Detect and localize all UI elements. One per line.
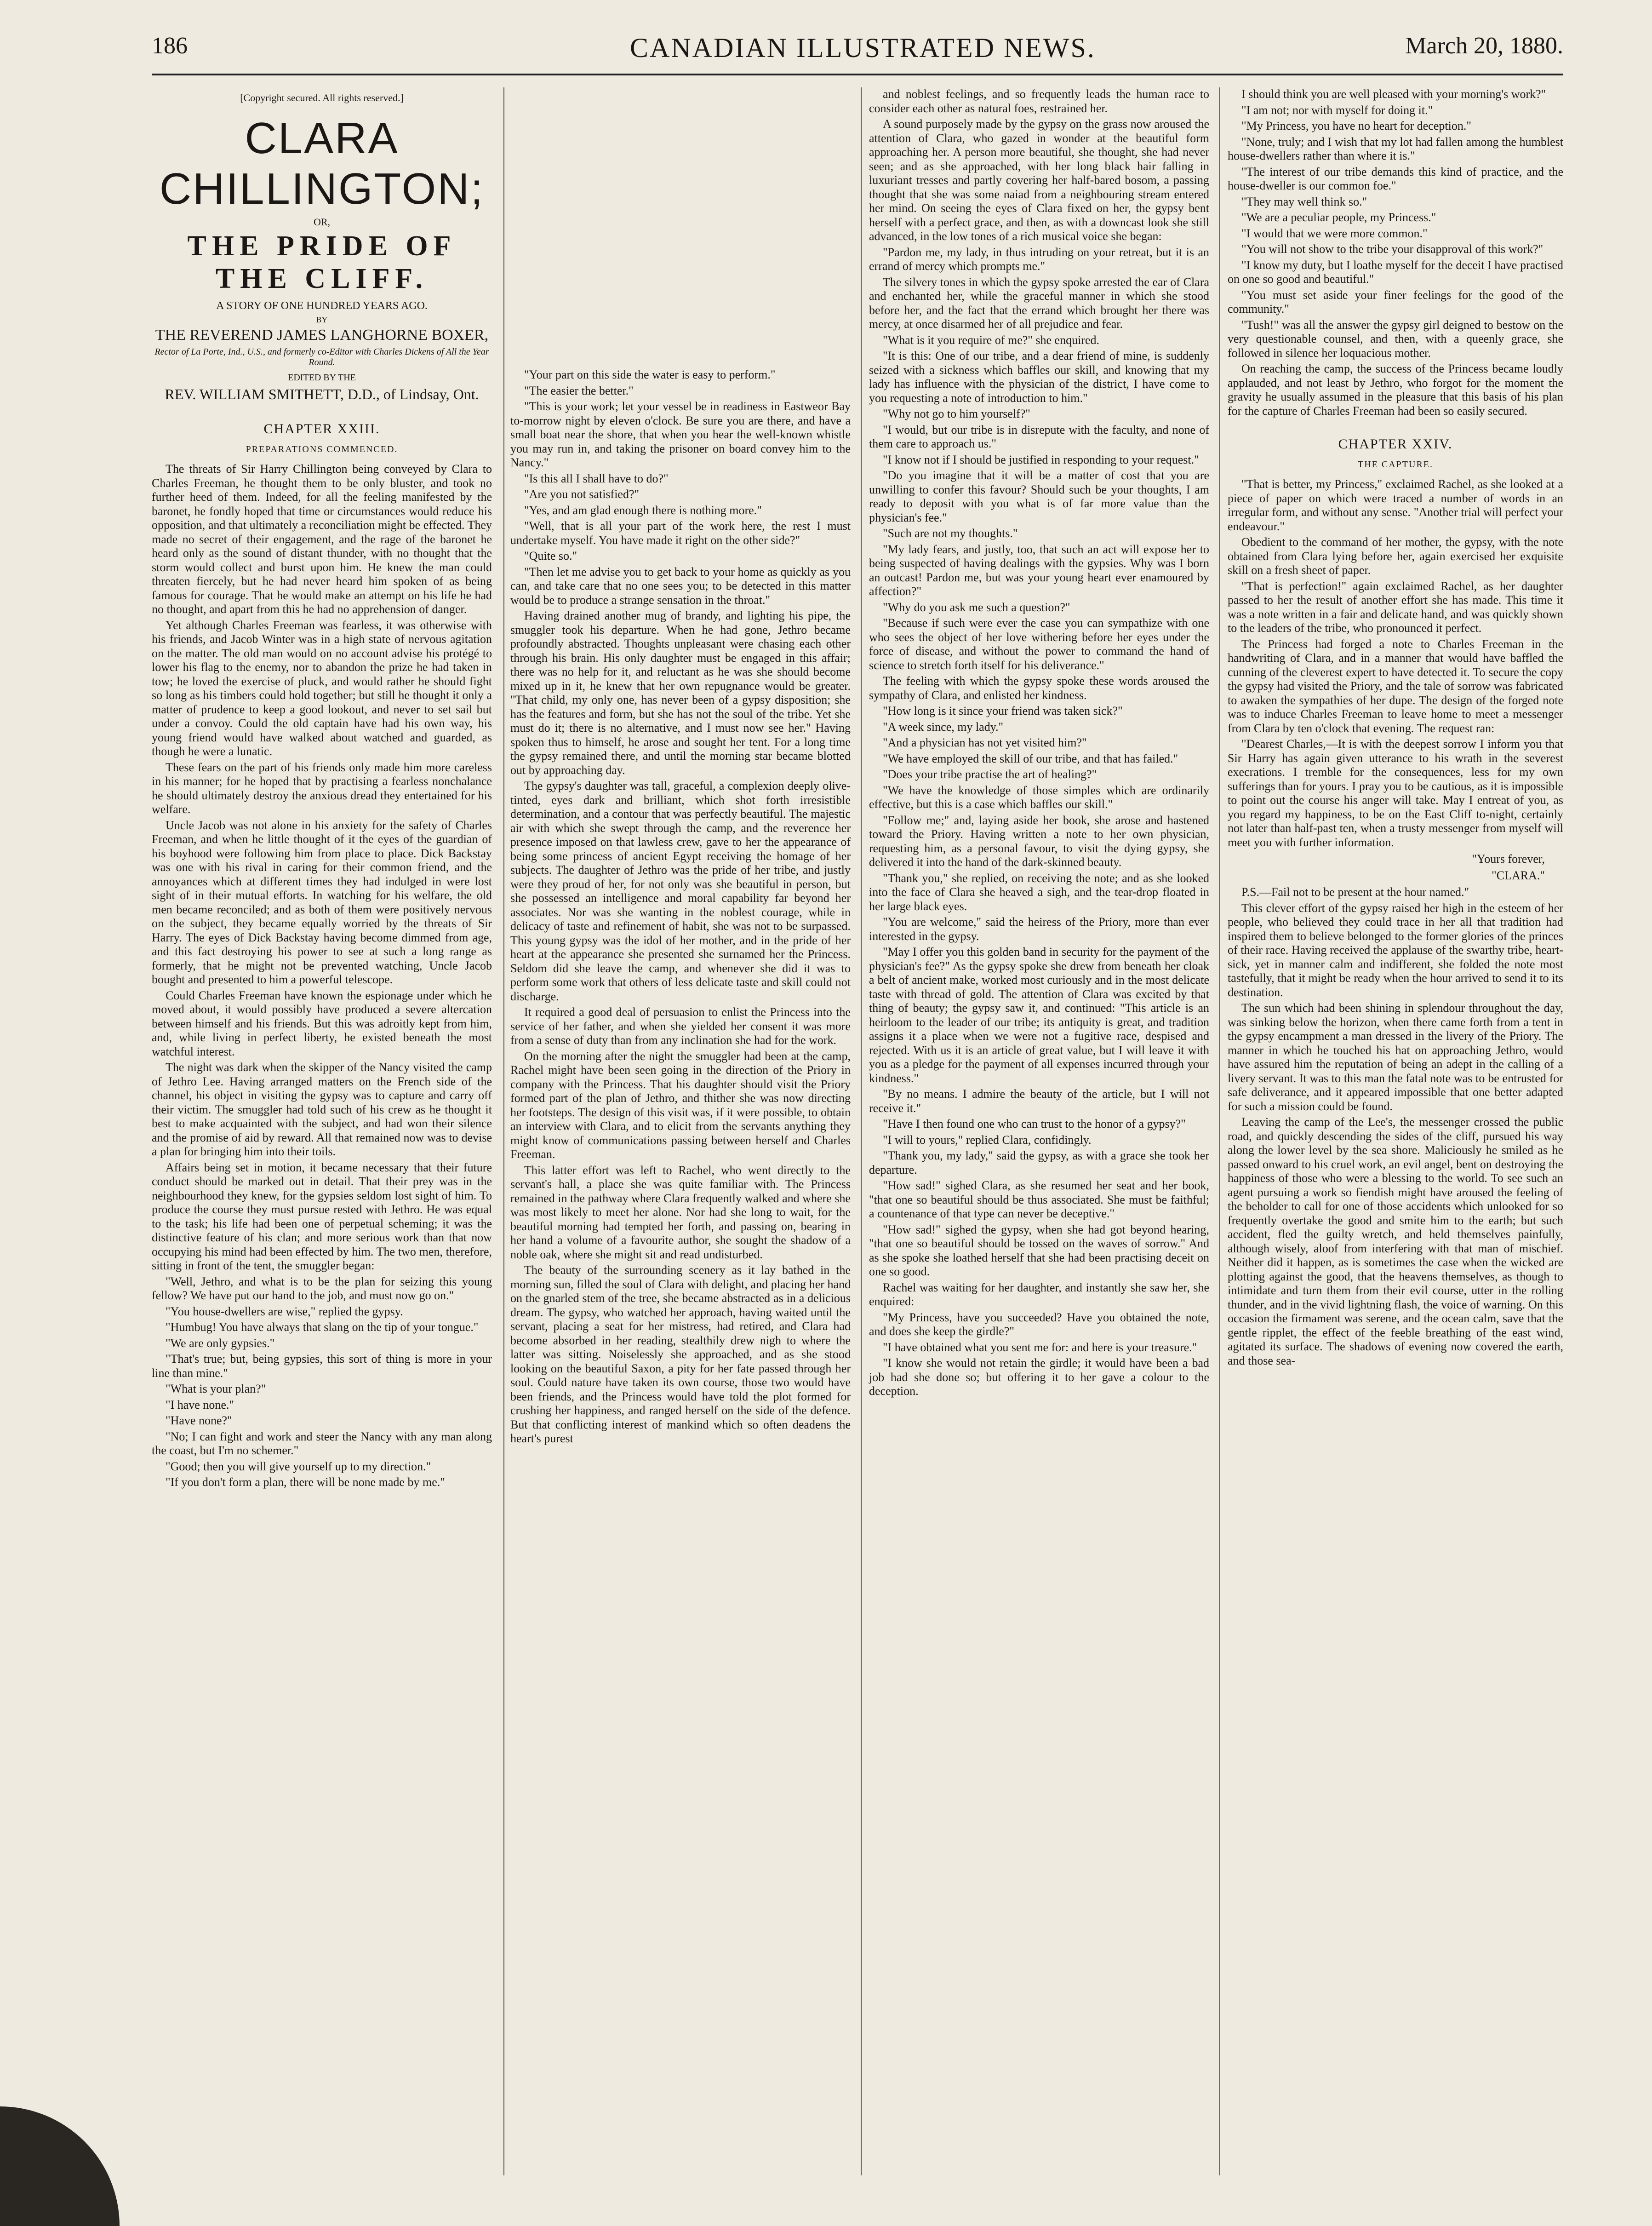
paragraph: "This is your work; let your vessel be in readiness in Eastweor Bay to-morrow night by eleven o'clock. Be sure you are there, and have a small boat near the shore, that when you hear the well-known whistle you may run in, and taking the prisoner on board convey him to the Nancy." bbox=[510, 400, 851, 469]
paragraph: "You will not show to the tribe your disapproval of this work?" bbox=[1241, 242, 1543, 256]
column-1 bbox=[152, 87, 492, 1492]
paragraph: "I have obtained what you sent me for: and here is your treasure." bbox=[883, 1340, 1197, 1354]
paragraph: Uncle Jacob was not alone in his anxiety for the safety of Charles Freeman, and when he little thought of it the eyes of the guardian of his boyhood were following him from place to place. Dick Backstay was one with his rival in caring for their common friend, and the annoyances which at different times they had indulged in were lost sight of in their mutual efforts. In watching for his welfare, the old men became reconciled; and as both of them were positively nervous on the subject, they became equally worried by the threats of Sir Harry. The eyes of Dick Backstay having become dimmed from age, and this fact destroying his power to see at such a long range as formerly, that he might not be prevented watching, Uncle Jacob bought and presented to him a powerful telescope. bbox=[152, 818, 492, 986]
paragraph: "Pardon me, my lady, in thus intruding on your retreat, but it is an errand of mercy which prompts me." bbox=[869, 245, 1209, 273]
paragraph: "How sad!" sighed Clara, as she resumed her seat and her book, "that one so beautiful should be thus associated. She must be faithful; a countenance of that type can never be deceptive." bbox=[869, 1179, 1209, 1220]
paragraph: "Dearest Charles,—It is with the deepest sorrow I inform you that Sir Harry has again given utterance to his wrath in the severest execrations. I tremble for the consequences, less for my own sufferings than for yours. I pray you to be cautious, as it is impossible to point out the course his anger will take. May I entreat of you, as you regard my happiness, to be on the East Cliff to-night, certainly not later than half-past ten, when a trusty messenger from myself will meet you with further information. bbox=[1228, 737, 1563, 849]
paragraph: and noblest feelings, and so frequently leads the human race to consider each other as natural foes, restrained her. bbox=[869, 87, 1209, 115]
paragraph: "We have employed the skill of our tribe, and that has failed." bbox=[883, 752, 1178, 765]
paragraph: "The easier the better." bbox=[524, 384, 634, 397]
paragraph: "My Princess, you have no heart for deception." bbox=[1241, 119, 1471, 132]
paragraph: "Have none?" bbox=[166, 1414, 232, 1427]
paragraph: "It is this: One of our tribe, and a dear friend of mine, is suddenly seized with a sickness which baffles our skill, and knowing that my lady has influence with the physician of the district, I have come to you requesting a note of introduction to him." bbox=[869, 349, 1209, 405]
paragraph: "Why not go to him yourself?" bbox=[883, 407, 1030, 420]
paragraph: "Quite so." bbox=[524, 549, 577, 562]
column-3-body bbox=[869, 87, 1209, 1399]
paragraph: "I know she would not retain the girdle; it would have been a bad job had she done so; but offering it to her gave a colour to the deception. bbox=[869, 1356, 1209, 1398]
paragraph: "Tush!" was all the answer the gypsy girl deigned to bestow on the very questionable counsel, and then, with a queenly grace, she followed in silence her loquacious mother. bbox=[1228, 318, 1563, 360]
story-title: CLARA CHILLINGTON; bbox=[159, 114, 485, 213]
paragraph: "And a physician has not yet visited him?" bbox=[883, 736, 1087, 749]
paragraph: "They may well think so." bbox=[1241, 195, 1367, 208]
masthead-rule bbox=[152, 74, 1563, 75]
paragraph: On the morning after the night the smuggler had been at the camp, Rachel might have been seen going in the direction of the Priory in company with the Princess. That his daughter should visit the Priory formed part of the plan of Jethro, and thither she was now directing her footsteps. The design of this visit was, if it were possible, to obtain an interview with Clara, and to elicit from the servants anything they might know of communications passing between herself and Charles Freeman. bbox=[510, 1049, 851, 1161]
column-4-body-a bbox=[1228, 87, 1563, 418]
chapter-24-number: CHAPTER XXIV. bbox=[1338, 436, 1453, 452]
column-divider bbox=[1219, 87, 1220, 2175]
paragraph: "No; I can fight and work and steer the Nancy with any man along the coast, but I'm no schemer." bbox=[152, 1429, 492, 1457]
paragraph: "Such are not my thoughts." bbox=[883, 527, 1018, 540]
paragraph: These fears on the part of his friends only made him more careless in his manner; for he hoped that by practising a fearless nonchalance he should ultimately destroy the anxious dread they entertained for his welfare. bbox=[152, 760, 492, 816]
paper-name: CANADIAN ILLUSTRATED NEWS. bbox=[630, 33, 1096, 63]
paragraph: "Follow me;" and, laying aside her book, she arose and hastened toward the Priory. Having written a note to her own physician, requesting him, as a personal favour, to visit the dying gypsy, she delivered it into the hand of the dark-skinned beauty. bbox=[869, 813, 1209, 869]
paragraph: "Are you not satisfied?" bbox=[524, 488, 640, 501]
paragraph: "If you don't form a plan, there will be none made by me." bbox=[166, 1475, 445, 1489]
paragraph: "My Princess, have you succeeded? Have you obtained the note, and does she keep the girdle?" bbox=[869, 1310, 1209, 1338]
paragraph: "May I offer you this golden band in security for the payment of the physician's fee?" As the gypsy spoke she drew from beneath her cloak a belt of ancient make, worked most curiously and in the most delicate taste with thread of gold. The attention of Clara was excited by that thing of beauty; the gypsy saw it, and continued: "This article is an heirloom to the leader of our tribe; its antiquity is great, and tradition assigns it a place when we were not a fugitive race, despised and rejected. With us it is an article of great value, but I will leave it with you as a pledge for the payment of all expenses incurred through your kindness." bbox=[869, 945, 1209, 1085]
paragraph: The threats of Sir Harry Chillington being conveyed by Clara to Charles Freeman, he thought them to be only bluster, and took no further heed of them. Indeed, for all the feeling manifested by the baronet, he fondly hoped that time or circumstances would reduce his opposition, and that ultimately a reconciliation might be effected. They made no secret of their engagement, and the rage of the baronet he heard only as the sound of distant thunder, with no thought that the storm would collect and burst upon him. He knew the man could threaten fiercely, but he had never heard him spoken of as being famous for courage. That he would make an attempt on his life he had no thought, and apart from this he had no apprehension of danger. bbox=[152, 462, 492, 616]
paragraph: "You must set aside your finer feelings for the good of the community." bbox=[1228, 288, 1563, 316]
paragraph: The night was dark when the skipper of the Nancy visited the camp of Jethro Lee. Having arranged matters on the French side of the channel, his object in visiting the gypsy was to capture and carry off their victim. The smuggler had told such of his crew as he thought it best to make acquainted with the subject, and had won their silence and the promise of aid by reward. All that remained now was to devise a plan for bringing him into their toils. bbox=[152, 1061, 492, 1158]
paragraph: The gypsy's daughter was tall, graceful, a complexion deeply olive-tinted, eyes dark and brilliant, which shot forth irresistible determination, and a contour that was perfectly beautiful. The majestic air with which she swept through the camp, and the reverence her presence imposed on that lawless crew, gave to her the appearance of being some princess of ancient Egypt receiving the homage of her subjects. The daughter of Jethro was the pride of her tribe, and justly were they proud of her, for not only was she beautiful in person, but she possessed an intelligence and moral capability far beyond her associates. Nor was she wanting in the noblest courage, while in delicacy of taste and refinement of habit, she was not to be surpassed. This young gypsy was the idol of her mother, and in the pride of her heart at the appearance she presented she surnamed her the Princess. Seldom did she leave the camp, and whenever she did it was to perform some work that others of less delicate taste and skill could not discharge. bbox=[510, 779, 851, 1003]
author-name: THE REVEREND JAMES LANGHORNE BOXER, bbox=[155, 327, 489, 344]
story-line: A STORY OF ONE HUNDRED YEARS AGO. bbox=[216, 300, 428, 312]
paragraph: "Why do you ask me such a question?" bbox=[883, 600, 1070, 614]
letter-signoff: "Yours forever, bbox=[1472, 852, 1545, 866]
paragraph: "I know not if I should be justified in responding to your request." bbox=[883, 453, 1199, 466]
paragraph: Affairs being set in motion, it became necessary that their future conduct should be marked out in detail. That their prey was in the neighbourhood they knew, for the gypsies seldom lost sight of him. To produce the course they must pursue rested with Jethro. He was equal to the task; his life had been one of perpetual scheming; it was the distinctive feature of his clan; and more serious work than that now occupying his mind had been effected by him. The two men, therefore, sitting in front of the tent, the smuggler began: bbox=[152, 1160, 492, 1272]
paragraph: "What is your plan?" bbox=[166, 1382, 266, 1395]
letter-signature: "CLARA." bbox=[1492, 869, 1545, 882]
paragraph: "A week since, my lady." bbox=[883, 720, 1004, 734]
paragraph: "You are welcome," said the heiress of the Priory, more than ever interested in the gypsy. bbox=[869, 915, 1209, 943]
page-corner-stain bbox=[0, 2106, 120, 2226]
edited-by-line: EDITED BY THE bbox=[288, 373, 356, 383]
paragraph: The silvery tones in which the gypsy spoke arrested the ear of Clara and enchanted her, while the graceful manner in which she stood before her, and the fact that the errand which brought her there was mercy, at once disarmed her of all prejudice and fear. bbox=[869, 275, 1209, 331]
paragraph: "I know my duty, but I loathe myself for the deceit I have practised on one so good and beautiful." bbox=[1228, 258, 1563, 286]
paragraph: The feeling with which the gypsy spoke these words aroused the sympathy of Clara, and enlisted her kindness. bbox=[869, 674, 1209, 702]
paragraph: This latter effort was left to Rachel, who went directly to the servant's hall, a place she was quite familiar with. The Princess remained in the pathway where Clara frequently walked and where she was most likely to meet her alone. Nor had she long to wait, for the beautiful morning had tempted her forth, and passing on, bearing in her hand a volume of a favourite author, she sought the shadow of a noble oak, where she might sit and read undisturbed. bbox=[510, 1163, 851, 1261]
paragraph: "Then let me advise you to get back to your home as quickly as you can, and take care that no one sees you; to be detected in this matter would be to produce a strange sensation in the throat." bbox=[510, 565, 851, 607]
paragraph: On reaching the camp, the success of the Princess became loudly applauded, and not least by Jethro, who forgot for the moment the gravity he usually assumed in the pleasure that this basis of his plan for the capture of Charles Freeman had been so easily secured. bbox=[1228, 362, 1563, 418]
paragraph: P.S.—Fail not to be present at the hour named." bbox=[1241, 885, 1469, 899]
paragraph: Leaving the camp of the Lee's, the messenger crossed the public road, and quickly descending the sides of the cliff, pursued his way along the lower level by the sea shore. Maliciously he smiled as he passed onward to his cruel work, an evil angel, bent on destroying the happiness of those who were a blessing to the world. To see such an agent pursuing a work so fiendish might have aroused the feeling of the beholder to call for one of those accidents which unlooked for so frequently overtake the good and smite him to the earth; but such accident, fled the guilty wretch, and held themselves painfully, although wisely, aloof from interfering with that man of mischief. Neither did it happen, as is sometimes the case when the wicked are plotting against the good, that the heavens themselves, as though to intimidate and turn them from their evil course, utter in the rolling thunder, and in the vivid lightning flash, the voice of warning. On this occasion the firmament was serene, and the ocean calm, save that the gentle ripplet, the effect of the feeble breathing of the east wind, agitated its surface. The shadows of evening now covered the earth, and those sea- bbox=[1228, 1115, 1563, 1367]
paragraph: Could Charles Freeman have known the espionage under which he moved about, it would possibly have produced a severe altercation between himself and his friends. But this was adroitly kept from him, and, while living in perfect liberty, he existed beneath the most watchful interest. bbox=[152, 988, 492, 1058]
paragraph: "My lady fears, and justly, too, that such an act will expose her to being suspected of having dealings with the gypsies. Why was I born an outcast! Pardon me, but was your young heart ever enamoured by affection?" bbox=[869, 542, 1209, 598]
paragraph: "Is this all I shall have to do?" bbox=[524, 471, 669, 485]
paragraph: "I am not; nor with myself for doing it." bbox=[1241, 103, 1433, 117]
author-description: Rector of La Porte, Ind., U.S., and formerly co-Editor with Charles Dickens of All the Year Round. bbox=[154, 347, 489, 367]
column-2 bbox=[510, 368, 851, 1448]
paragraph: "Have I then found one who can trust to the honor of a gypsy?" bbox=[883, 1117, 1186, 1130]
paragraph: "How long is it since your friend was taken sick?" bbox=[883, 704, 1123, 717]
paragraph: A sound purposely made by the gypsy on the grass now aroused the attention of Clara, who gazed in wonder at the beautiful form approaching her. A person more beautiful, she thought, she had never seen; and as she approached, with her long black hair falling in luxuriant tresses and partly covering her half-bared bosom, a passing thought that she was some naiad from a neighbouring stream entered her mind. On seeing the eyes of Clara fixed on her, the gypsy bent herself with a perfect grace, and then, as with a downcast look she still advanced, in the low tones of a rich musical voice she began: bbox=[869, 117, 1209, 243]
paragraph: "Does your tribe practise the art of healing?" bbox=[883, 768, 1097, 781]
by-line: BY bbox=[316, 315, 328, 324]
story-subtitle: THE PRIDE OF THE CLIFF. bbox=[187, 230, 457, 294]
paragraph: The Princess had forged a note to Charles Freeman in the handwriting of Clara, and in a manner that would have baffled the cunning of the cleverest expert to have detected it. To secure the copy the gypsy had visited the Priory, and the tale of sorrow was fabricated to awaken the sympathies of her dupe. The design of the forged note was to induce Charles Freeman to leave home to meet a messenger from Clara by ten o'clock that evening. The request ran: bbox=[1228, 637, 1563, 735]
paragraph: "I would that we were more common." bbox=[1241, 226, 1428, 240]
paragraph: "Good; then you will give yourself up to my direction." bbox=[166, 1459, 431, 1473]
paragraph: "We have the knowledge of those simples which are ordinarily effective, but this is a case which baffles our skill." bbox=[869, 783, 1209, 811]
paragraph: "Do you imagine that it will be a matter of cost that you are unwilling to confer this favour? Should such be your thoughts, I am ready to deposit with you what is of far more value than the physician's fee." bbox=[869, 469, 1209, 524]
paragraph: It required a good deal of persuasion to enlist the Princess into the service of her father, and when she yielded her consent it was more from a sense of duty than from any inclination she had for the work. bbox=[510, 1005, 851, 1047]
column-1-body bbox=[152, 462, 492, 1490]
issue-date: March 20, 1880. bbox=[1405, 33, 1563, 59]
paragraph: "By no means. I admire the beauty of the article, but I will not receive it." bbox=[869, 1087, 1209, 1115]
paragraph: "That's true; but, being gypsies, this sort of thing is more in your line than mine." bbox=[152, 1352, 492, 1380]
chapter-24-title: THE CAPTURE. bbox=[1358, 459, 1433, 470]
column-4-body-b bbox=[1228, 477, 1563, 849]
paragraph: "The interest of our tribe demands this kind of practice, and the house-dweller is our common foe." bbox=[1228, 165, 1563, 192]
chapter-23-number: CHAPTER XXIII. bbox=[263, 421, 380, 436]
paragraph: "Well, that is all your part of the work here, the rest I must undertake myself. You have made it right on the other side?" bbox=[510, 519, 851, 547]
paragraph: "Thank you, my lady," said the gypsy, as with a grace she took her departure. bbox=[869, 1149, 1209, 1176]
column-4 bbox=[1228, 87, 1563, 1370]
editor-name: REV. WILLIAM SMITHETT, D.D., of Lindsay, Ont. bbox=[165, 386, 479, 402]
paragraph: "I have none." bbox=[166, 1398, 234, 1411]
paragraph: "I will to yours," replied Clara, confidingly. bbox=[883, 1133, 1092, 1147]
paragraph: "None, truly; and I wish that my lot had fallen among the humblest house-dwellers rather than where it is." bbox=[1228, 135, 1563, 162]
paragraph: "What is it you require of me?" she enquired. bbox=[883, 333, 1100, 347]
copyright-notice: [Copyright secured. All rights reserved.] bbox=[240, 92, 404, 103]
paragraph: "Humbug! You have always that slang on the tip of your tongue." bbox=[166, 1320, 479, 1334]
paragraph: "That is perfection!" again exclaimed Rachel, as her daughter passed to her the result of another effort she has made. This time it was a note written in a fair and delicate hand, and was quickly shown to the leaders of the tribe, who pronounced it perfect. bbox=[1228, 579, 1563, 635]
paragraph: "That is better, my Princess," exclaimed Rachel, as she looked at a piece of paper on which were traced a number of words in an irregular form, and without any sense. "Another trial will perfect your endeavour." bbox=[1228, 477, 1563, 533]
column-2-body bbox=[510, 368, 851, 1446]
paragraph: Obedient to the command of her mother, the gypsy, with the note obtained from Clara lying before her, again exercised her exquisite skill on a fresh sheet of paper. bbox=[1228, 535, 1563, 577]
page-number: 186 bbox=[152, 33, 188, 59]
column-divider bbox=[503, 87, 504, 2175]
masthead bbox=[152, 32, 1563, 69]
column-4-body-c bbox=[1228, 885, 1563, 1368]
story-heading bbox=[152, 92, 492, 403]
paragraph: "Yes, and am glad enough there is nothing more." bbox=[524, 503, 762, 517]
paragraph: "How sad!" sighed the gypsy, when she had got beyond hearing, "that one so beautiful should be tossed on the waves of sorrow." And as she spoke she loathed herself that she had been practising deceit on one so good. bbox=[869, 1222, 1209, 1278]
column-3 bbox=[869, 87, 1209, 1400]
paragraph: This clever effort of the gypsy raised her high in the esteem of her people, who believed they could trace in her all that tradition had inspired them to believe belonged to the former glories of the princes of their race. Having received the applause of the swarthy tribe, heart-sick, yet in manner calm and indifferent, she folded the note most tastefully, that it might be ready when the hour arrived to send it to its destination. bbox=[1228, 901, 1563, 999]
title-or: OR, bbox=[313, 216, 331, 228]
paragraph: "You house-dwellers are wise," replied the gypsy. bbox=[166, 1304, 403, 1318]
chapter-23-title: PREPARATIONS COMMENCED. bbox=[246, 444, 398, 454]
paragraph: The beauty of the surrounding scenery as it lay bathed in the morning sun, filled the soul of Clara with delight, and placing her hand on the gnarled stem of the tree, she became abstracted as in a delicious dream. The gypsy, who watched her approach, having waited until the servant, placing a seat for her mistress, had retired, and Clara had become absorbed in her reading, stealthily drew nigh to where the latter was sitting. Noiselessly she approached, and as she stood looking on the beautiful Saxon, a pity for her fate passed through her soul. Could nature have taken its own course, those two would have been friends, and the Princess would have told the plot formed for crushing her happiness, and ranged herself on the side of the defence. But that conflicting interest of mankind which so often deadens the heart's purest bbox=[510, 1263, 851, 1445]
paragraph: I should think you are well pleased with your morning's work?" bbox=[1241, 87, 1546, 101]
paragraph: "We are only gypsies." bbox=[166, 1336, 275, 1350]
paragraph: "Your part on this side the water is easy to perform." bbox=[524, 368, 776, 381]
paragraph: Yet although Charles Freeman was fearless, it was otherwise with his friends, and Jacob Winter was in a high state of nervous agitation on the matter. The old man would on no account advise his protégé to lower his flag to the enemy, nor to abandon the prize he had taken in tow; he loved the exercise of pluck, and would rather he should fight so long as his timbers could hold together; but still he thought it only a matter of prudence to keep a good lookout, and never to set sail but under a convoy. Could the old captain have had his own way, his young friend would have walked about watched and guarded, as though he were a lunatic. bbox=[152, 618, 492, 758]
paragraph: "Well, Jethro, and what is to be the plan for seizing this young fellow? We have put our hand to the job, and must now go on." bbox=[152, 1274, 492, 1302]
paragraph: Having drained another mug of brandy, and lighting his pipe, the smuggler took his departure. When he had gone, Jethro became profoundly abstracted. Thoughts unpleasant were chasing each other through his brain. His only daughter must be engaged in this affair; there was no help for it, and reluctant as he was she should become mixed up in it, he knew that her own repugnance would be greater. "That child, my only one, has never been of a gypsy disposition; she has the features and form, but she has not the soul of the tribe. Yet she must do it; there is no alternative, and I must now see her." Having spoken thus to himself, he arose and sought her tent. For a long time the gypsy remained there, and until the morning star became blotted out by approaching day. bbox=[510, 609, 851, 777]
paragraph: The sun which had been shining in splendour throughout the day, was sinking below the horizon, when there came forth from a tent in the gypsy encampment a man dressed in the livery of the Priory. The manner in which he touched his hat on approaching Jethro, would have assured him the reputation of being an adept in the calling of a livery servant. It was to this man the fatal note was to be entrusted for safe deliverance, and it appeared impossible that one better adapted for such a mission could be found. bbox=[1228, 1001, 1563, 1113]
paragraph: "We are a peculiar people, my Princess." bbox=[1241, 211, 1436, 224]
paragraph: "Thank you," she replied, on receiving the note; and as she looked into the face of Clara she heaved a sigh, and the tear-drop floated in her large black eyes. bbox=[869, 871, 1209, 913]
paragraph: "Because if such were ever the case you can sympathize with one who sees the object of her love withering before her eyes under the force of disease, and without the power to command the hand of science to stretch forth itself for his deliverance." bbox=[869, 616, 1209, 672]
paragraph: Rachel was waiting for her daughter, and instantly she saw her, she enquired: bbox=[869, 1280, 1209, 1308]
paragraph: "I would, but our tribe is in disrepute with the faculty, and none of them care to approach us." bbox=[869, 423, 1209, 450]
column-divider bbox=[861, 87, 862, 2175]
